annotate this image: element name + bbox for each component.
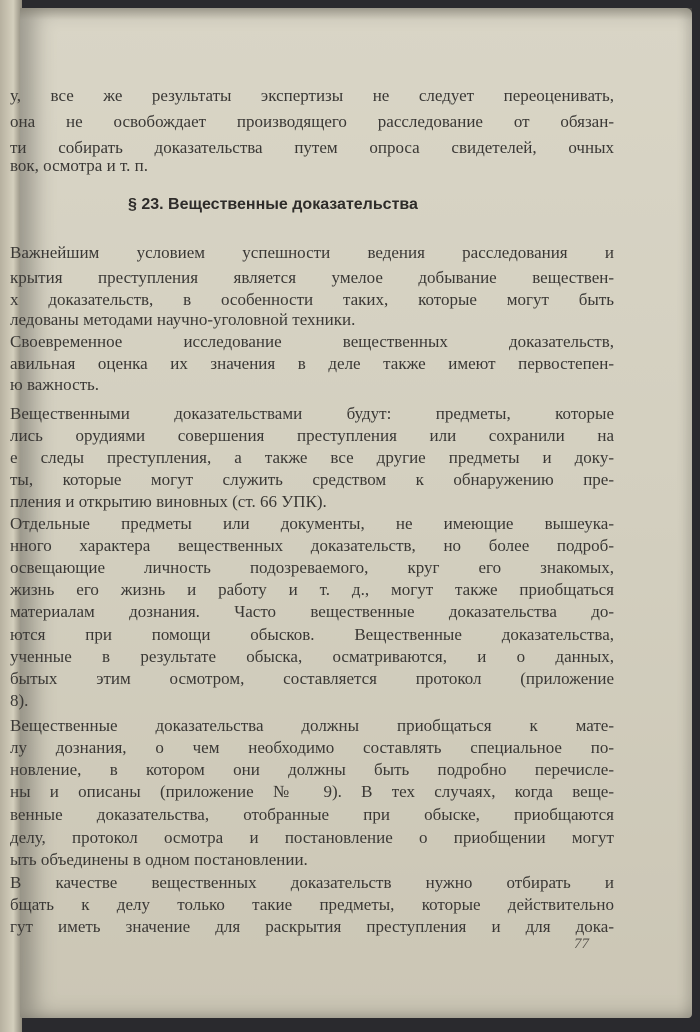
body-line: Отдельные предметы или документы, не имеющие вышеука- <box>10 514 614 533</box>
intro-line: ти собирать доказательства путем опроса свидетелей, очных <box>10 138 614 157</box>
body-line: ются при помощи обысков. Вещественные доказательства, <box>10 625 614 644</box>
body-line: Своевременное исследование вещественных доказательств, <box>10 332 614 351</box>
body-line: крытия преступления является умелое добывание веществен- <box>10 268 614 287</box>
body-line: ученные в результате обыска, осматриваются, и о данных, <box>10 647 614 666</box>
body-line: В качестве вещественных доказательств нужно отбирать и <box>10 873 614 892</box>
body-line: Важнейшим условием успешности ведения расследования и <box>10 243 614 262</box>
body-line: Вещественные доказательства должны приобщаться к мате- <box>10 716 614 735</box>
body-line: ыть объединены в одном постановлении. <box>10 850 308 869</box>
body-line: ты, которые могут служить средством к обнаружению пре- <box>10 470 614 489</box>
body-line: венные доказательства, отобранные при обыске, приобщаются <box>10 805 614 824</box>
body-line: делу, протокол осмотра и постановление о приобщении могут <box>10 828 614 847</box>
body-line: е следы преступления, а также все другие предметы и доку- <box>10 448 614 467</box>
body-line: бщать к делу только такие предметы, которые действительно <box>10 895 614 914</box>
body-line: пления и открытию виновных (ст. 66 УПК). <box>10 492 327 511</box>
body-line: 8). <box>10 691 29 710</box>
book-page <box>10 8 692 1018</box>
body-line: гут иметь значение для раскрытия преступления и для дока- <box>10 917 614 936</box>
body-line: х доказательств, в особенности таких, которые могут быть <box>10 290 614 309</box>
intro-line: она не освобождает производящего расследование от обязан- <box>10 112 614 131</box>
body-line: авильная оценка их значения в деле также имеют первостепен- <box>10 354 614 373</box>
body-line: ю важность. <box>10 375 100 394</box>
body-line: нного характера вещественных доказательств, но более подроб- <box>10 536 614 555</box>
body-line: лись орудиями совершения преступления или сохранили на <box>10 426 614 445</box>
body-line: лу дознания, о чем необходимо составлять специальное по- <box>10 738 614 757</box>
body-line: материалам дознания. Часто вещественные доказательства до- <box>10 602 614 621</box>
body-line: ны и описаны (приложение № 9). В тех случаях, когда веще- <box>10 782 614 801</box>
section-heading: § 23. Вещественные доказательства <box>128 196 418 213</box>
page-text <box>10 8 692 1018</box>
intro-line: у, все же результаты экспертизы не следует переоценивать, <box>10 86 614 105</box>
body-line: новление, в котором они должны быть подробно перечисле- <box>10 760 614 779</box>
body-line: ледованы методами научно-уголовной техники. <box>10 310 356 329</box>
page-number: 77 <box>574 936 589 952</box>
body-line: жизнь его жизнь и работу и т. д., могут также приобщаться <box>10 580 614 599</box>
body-line: бытых этим осмотром, составляется протокол (приложение <box>10 669 614 688</box>
body-line: Вещественными доказательствами будут: предметы, которые <box>10 404 614 423</box>
intro-line: вок, осмотра и т. п. <box>10 156 148 175</box>
body-line: освещающие личность подозреваемого, круг его знакомых, <box>10 558 614 577</box>
